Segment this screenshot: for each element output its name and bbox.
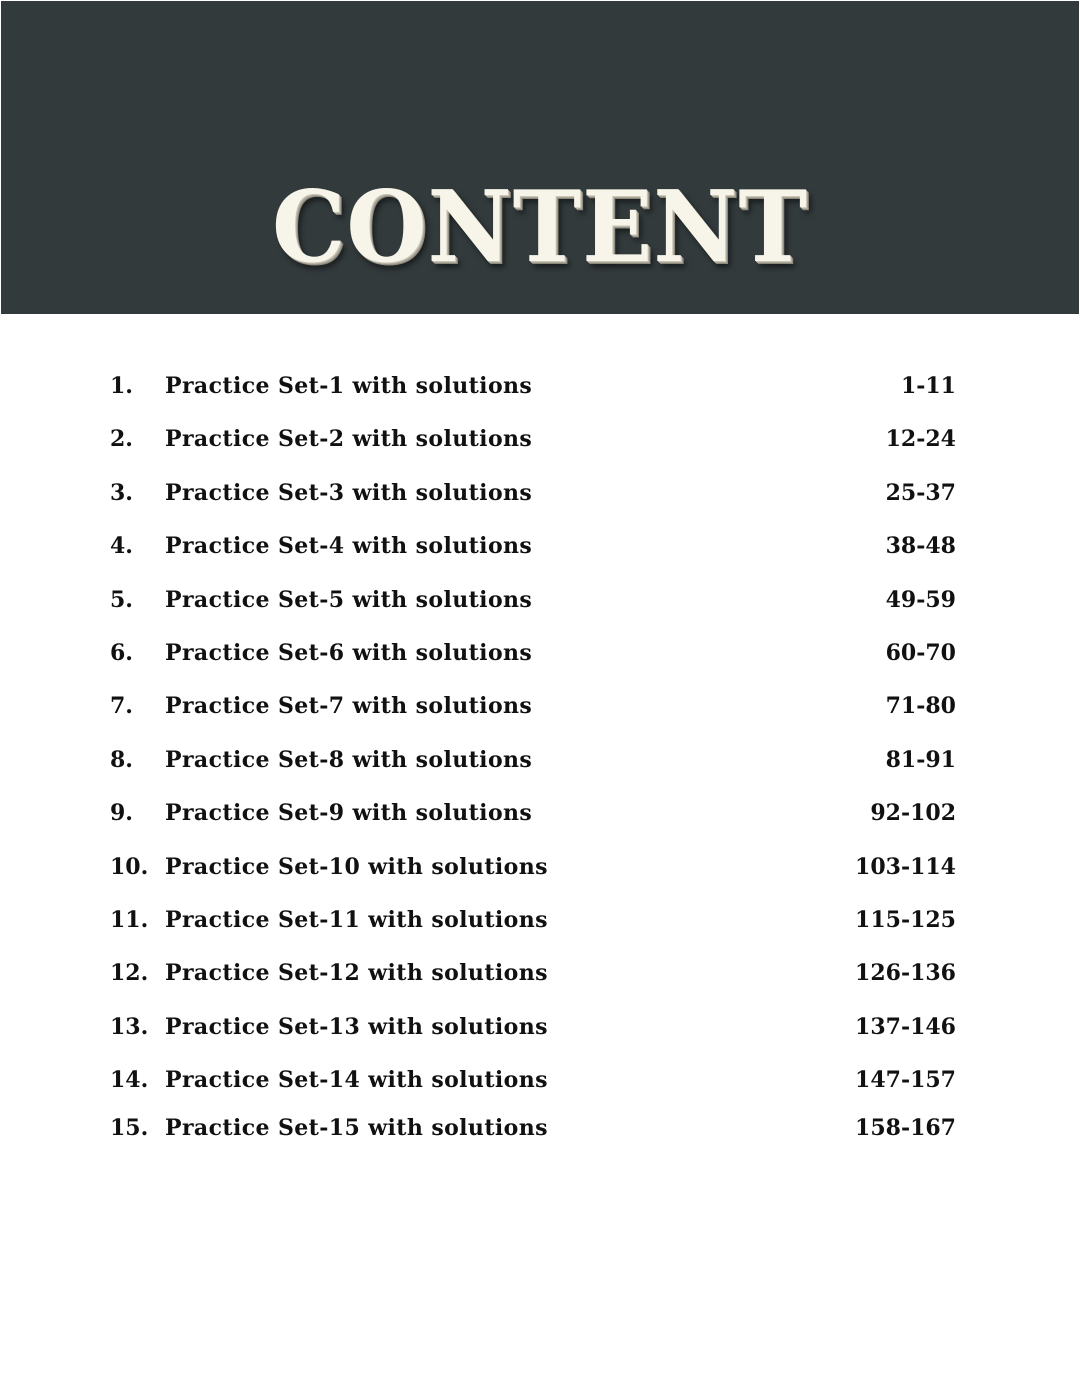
toc-entry-pages: 92-102 <box>870 800 956 826</box>
toc-entry[interactable] <box>0 638 1080 668</box>
toc-entry[interactable] <box>0 1012 1080 1042</box>
toc-entry-number: 2. <box>110 426 133 452</box>
toc-entry-pages: 137-146 <box>855 1014 956 1040</box>
toc-entry-number: 13. <box>110 1014 149 1040</box>
toc-entry-pages: 71-80 <box>885 693 956 719</box>
toc-entry-pages: 60-70 <box>885 640 956 666</box>
toc-entry-number: 5. <box>110 587 133 613</box>
toc-entry-number: 14. <box>110 1067 149 1093</box>
toc-entry-number: 7. <box>110 693 133 719</box>
toc-entry-number: 11. <box>110 907 149 933</box>
toc-entry-title: Practice Set-2 with solutions <box>165 426 533 452</box>
toc-entry[interactable] <box>0 478 1080 508</box>
page-title: CONTENT <box>272 170 808 285</box>
toc-entry-title: Practice Set-6 with solutions <box>165 640 533 666</box>
toc-entry[interactable] <box>0 798 1080 828</box>
toc-entry-pages: 1-11 <box>900 373 956 399</box>
toc-entry-title: Practice Set-1 with solutions <box>165 373 533 399</box>
toc-entry[interactable] <box>0 585 1080 615</box>
toc-entry-title: Practice Set-3 with solutions <box>165 480 533 506</box>
toc-entry-title: Practice Set-12 with solutions <box>165 960 548 986</box>
toc-entry[interactable] <box>0 691 1080 721</box>
toc-entry-number: 15. <box>110 1115 149 1141</box>
toc-entry-title: Practice Set-13 with solutions <box>165 1014 548 1040</box>
toc-entry-pages: 115-125 <box>855 907 956 933</box>
toc-entry-number: 9. <box>110 800 133 826</box>
toc-entry[interactable] <box>0 745 1080 775</box>
toc-entry-pages: 158-167 <box>855 1115 956 1141</box>
toc-entry[interactable] <box>0 1113 1080 1143</box>
toc-entry-pages: 25-37 <box>885 480 956 506</box>
toc-entry-title: Practice Set-4 with solutions <box>165 533 533 559</box>
toc-entry-title: Practice Set-9 with solutions <box>165 800 533 826</box>
toc-entry-pages: 38-48 <box>885 533 956 559</box>
toc-entry-title: Practice Set-10 with solutions <box>165 854 548 880</box>
toc-entry-number: 8. <box>110 747 133 773</box>
toc-entry[interactable] <box>0 371 1080 401</box>
toc-entry-pages: 49-59 <box>885 587 956 613</box>
toc-entry-number: 1. <box>110 373 133 399</box>
toc-entry-pages: 147-157 <box>855 1067 956 1093</box>
toc-entry[interactable] <box>0 1065 1080 1095</box>
toc-entry-title: Practice Set-11 with solutions <box>165 907 548 933</box>
toc-entry-title: Practice Set-8 with solutions <box>165 747 533 773</box>
toc-entry[interactable] <box>0 958 1080 988</box>
toc-entry-number: 4. <box>110 533 133 559</box>
toc-entry[interactable] <box>0 852 1080 882</box>
toc-entry[interactable] <box>0 424 1080 454</box>
toc-entry-title: Practice Set-15 with solutions <box>165 1115 548 1141</box>
toc-entry-pages: 81-91 <box>885 747 956 773</box>
toc-entry-number: 12. <box>110 960 149 986</box>
toc-entry-number: 3. <box>110 480 133 506</box>
toc-entry-title: Practice Set-7 with solutions <box>165 693 533 719</box>
toc-entry-title: Practice Set-5 with solutions <box>165 587 533 613</box>
toc-entry-number: 6. <box>110 640 133 666</box>
toc-entry[interactable] <box>0 905 1080 935</box>
toc-entry-title: Practice Set-14 with solutions <box>165 1067 548 1093</box>
toc-entry-number: 10. <box>110 854 149 880</box>
toc-entry-pages: 12-24 <box>885 426 956 452</box>
toc-entry-pages: 103-114 <box>855 854 956 880</box>
toc-entry-pages: 126-136 <box>855 960 956 986</box>
toc-entry[interactable] <box>0 531 1080 561</box>
